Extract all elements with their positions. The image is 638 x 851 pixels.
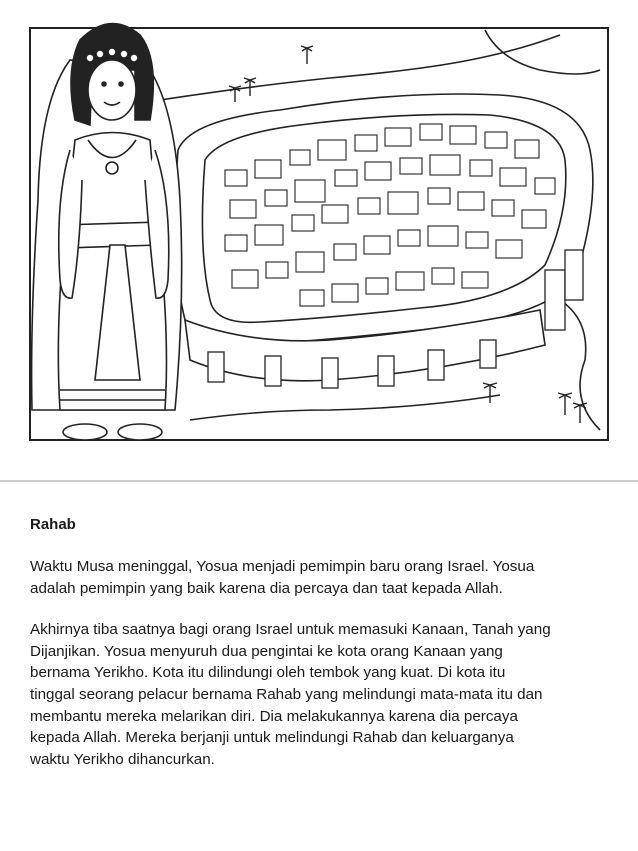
rahab-figure	[32, 24, 182, 440]
story-paragraph-1: Waktu Musa meninggal, Yosua menjadi pemimpin baru orang Israel. Yosua adalah pemimpin yang baik karena dia percaya dan taat kepada Allah.	[30, 558, 535, 597]
story-paragraph-2: Akhirnya tiba saatnya bagi orang Israel untuk memasuki Kanaan, Tanah yang Dijanjikan. Yosua menyuruh dua pengintai ke kota orang Kanaan yang bernama Yerikho. Kota itu dilindungi oleh tembok yang kuat. Di kota itu tinggal seorang pelacur bernama Rahab yang melindungi mata-mata itu dan membantu mereka melarikan diri. Dia melakukannya karena dia percaya kepada Allah. Mereka berjanji untuk melindungi Rahab dan keluarganya waktu Yerikho dihancurkan.	[30, 621, 551, 768]
story-title: Rahab	[30, 516, 76, 533]
story-text	[30, 514, 620, 790]
